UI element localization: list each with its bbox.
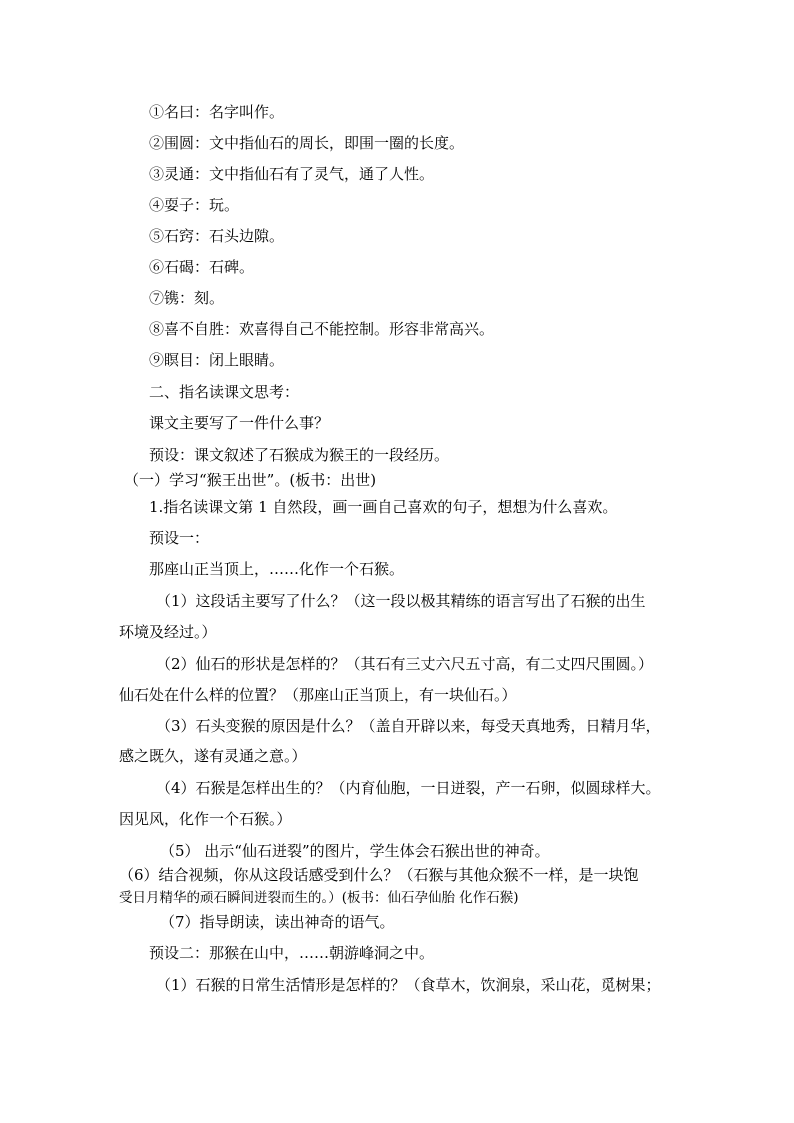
q5: （5） 出示“仙石迸裂”的图片，学生体会石猴出世的神奇。 [160,842,550,860]
q1-line-2: 环境及经过。） [119,623,217,641]
p2-q1: （1）石猴的日常生活情形是怎样的？（食草木，饮涧泉，采山花，觅树果； [156,976,661,994]
note-7: ⑦镌：刻。 [149,289,225,307]
note-9: ⑨瞑目：闭上眼睛。 [149,351,285,369]
note-8: ⑧喜不自胜：欢喜得自己不能控制。形容非常高兴。 [149,320,495,338]
section-heading: 二、指名读课文思考： [149,383,300,401]
preset-1-quote: 那座山正当顶上，……化作一个石猴。 [149,560,405,578]
q4-line-1: （4）石猴是怎样出生的？（内育仙胞，一日迸裂，产一石卵，似圆球样大。 [156,779,661,797]
task-1: 1.指名读课文第 1 自然段，画一画自己喜欢的句子，想想为什么喜欢。 [149,498,618,516]
note-1: ①名曰：名字叫作。 [149,103,285,121]
q2-line-2: 仙石处在什么样的位置？（那座山正当顶上，有一块仙石。） [119,686,517,704]
q1-line-1: （1）这段话主要写了什么？（这一段以极其精练的语言写出了石猴的出生 [156,592,646,610]
preset-2: 预设二：那猴在山中，……朝游峰洞之中。 [149,944,435,962]
q7: （7）指导朗读，读出神奇的语气。 [160,913,395,931]
question: 课文主要写了一件什么事？ [149,414,330,432]
preset-1-label: 预设一： [149,529,210,547]
q3-line-1: （3）石头变猴的原因是什么？（盖自开辟以来，每受天真地秀，日精月华， [156,717,661,735]
part-heading: （一）学习“猴王出世”。(板书：出世) [124,471,377,489]
q6-line-1: （6）结合视频，你从这段话感受到什么？（石猴与其他众猴不一样，是一块饱 [119,866,639,884]
note-2: ②围圆：文中指仙石的周长，即围一圈的长度。 [149,134,465,152]
answer: 预设：课文叙述了石猴成为猴王的一段经历。 [149,446,450,464]
q6-line-2: 受日月精华的顽石瞬间迸裂而生的。）(板书：仙石孕仙胎 化作石猴) [119,890,519,906]
q4-line-2: 因见风，化作一个石猴。） [119,810,292,828]
q2-line-1: （2）仙石的形状是怎样的？（其石有三丈六尺五寸高，有二丈四尺围圆。） [156,655,654,673]
note-5: ⑤石窍：石头边隙。 [149,227,285,245]
note-6: ⑥石碣：石碑。 [149,258,255,276]
note-3: ③灵通：文中指仙石有了灵气，通了人性。 [149,165,435,183]
note-4: ④耍子：玩。 [149,196,240,214]
q3-line-2: 感之既久，遂有灵通之意。） [119,747,307,765]
